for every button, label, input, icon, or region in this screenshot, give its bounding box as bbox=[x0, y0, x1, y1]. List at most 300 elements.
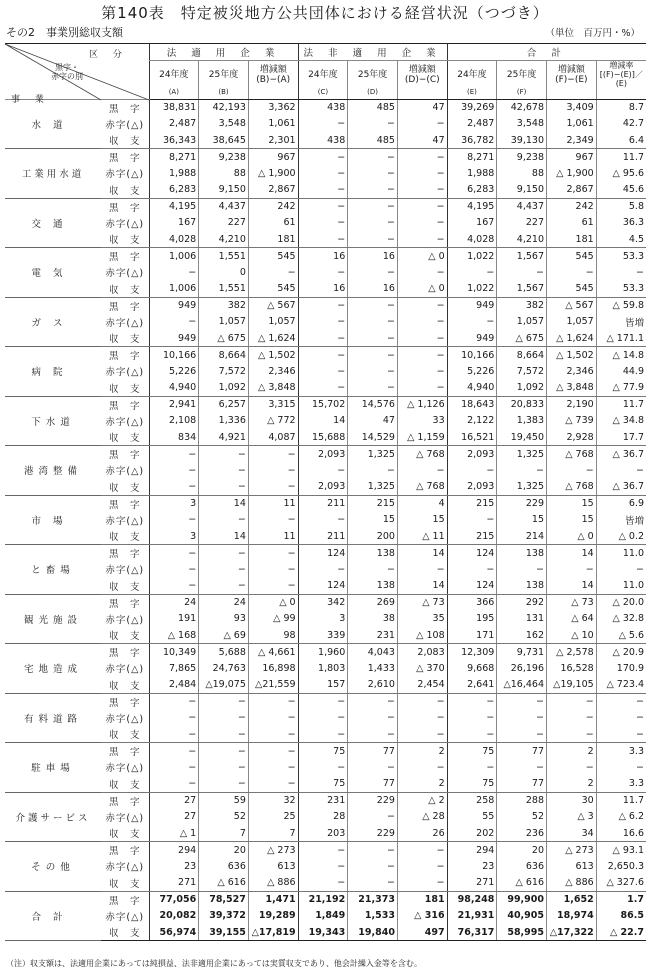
table-cell: − bbox=[199, 693, 249, 710]
table-cell: 1,433 bbox=[348, 660, 398, 677]
table-cell: 45.6 bbox=[596, 182, 646, 199]
table-cell: − bbox=[199, 446, 249, 463]
table-cell: − bbox=[397, 561, 447, 578]
row-type-label: 黒 字 bbox=[108, 252, 141, 263]
table-cell: 15 bbox=[497, 512, 547, 529]
table-row bbox=[5, 792, 646, 809]
table-cell: △ 4,661 bbox=[248, 644, 298, 661]
table-cell: 157 bbox=[298, 677, 348, 694]
table-cell: − bbox=[149, 693, 199, 710]
table-cell: △ 20.0 bbox=[596, 594, 646, 611]
table-cell: 2 bbox=[547, 776, 597, 793]
row-type-label: 黒 字 bbox=[108, 697, 141, 709]
table-cell: 545 bbox=[547, 281, 597, 298]
table-cell: − bbox=[397, 116, 447, 133]
table-cell: 0 bbox=[199, 264, 249, 281]
table-cell: 20,082 bbox=[149, 908, 199, 925]
table-row bbox=[5, 413, 646, 430]
table-cell: 1,988 bbox=[149, 165, 199, 182]
column-code bbox=[397, 88, 447, 99]
table-cell: 3,315 bbox=[248, 396, 298, 413]
table-cell: 485 bbox=[348, 132, 398, 149]
table-cell: 6.4 bbox=[596, 132, 646, 149]
table-cell: 3,409 bbox=[547, 99, 597, 116]
table-row bbox=[5, 842, 646, 859]
row-type-label: 黒 字 bbox=[108, 648, 141, 659]
table-cell: − bbox=[348, 231, 398, 248]
table-cell: △ 20.9 bbox=[596, 644, 646, 661]
table-cell: 231 bbox=[348, 627, 398, 644]
table-cell: 5,226 bbox=[149, 363, 199, 380]
table-cell: 2,346 bbox=[248, 363, 298, 380]
table-cell: − bbox=[149, 776, 199, 793]
table-cell: − bbox=[149, 561, 199, 578]
table-cell: 2,093 bbox=[298, 479, 348, 496]
table-cell: 11.0 bbox=[596, 578, 646, 595]
table-row bbox=[5, 660, 646, 677]
table-cell: 167 bbox=[447, 215, 497, 232]
table-cell: 485 bbox=[348, 99, 398, 116]
table-cell: 14,576 bbox=[348, 396, 398, 413]
table-cell: 1,383 bbox=[497, 413, 547, 430]
table-cell: 2,650.3 bbox=[596, 858, 646, 875]
table-cell: 58,995 bbox=[497, 924, 547, 941]
table-cell: △ 1,624 bbox=[248, 330, 298, 347]
table-cell: 4,043 bbox=[348, 644, 398, 661]
table-cell: 242 bbox=[248, 198, 298, 215]
table-cell: 124 bbox=[298, 578, 348, 595]
table-row bbox=[5, 380, 646, 397]
row-type-label: 赤字(△) bbox=[105, 317, 145, 329]
table-cell: 124 bbox=[447, 545, 497, 562]
row-type-label: 収 支 bbox=[101, 479, 149, 496]
table-cell: △ 28 bbox=[397, 809, 447, 826]
table-cell: 19,450 bbox=[497, 429, 547, 446]
table-cell: − bbox=[348, 314, 398, 331]
table-cell: − bbox=[348, 462, 398, 479]
table-cell: 2,928 bbox=[547, 429, 597, 446]
table-row bbox=[5, 759, 646, 776]
row-type-label: 黒 字 bbox=[108, 103, 141, 115]
table-cell: 78,527 bbox=[199, 891, 249, 908]
table-cell: 25 bbox=[248, 809, 298, 826]
table-cell: 339 bbox=[298, 627, 348, 644]
business-type-label: 水道 bbox=[5, 99, 101, 149]
table-cell: △ 772 bbox=[248, 413, 298, 430]
table-cell: 5,226 bbox=[447, 363, 497, 380]
table-cell: − bbox=[348, 363, 398, 380]
table-cell: 36,782 bbox=[447, 132, 497, 149]
table-cell: − bbox=[248, 512, 298, 529]
table-cell: 294 bbox=[447, 842, 497, 859]
table-cell: − bbox=[397, 693, 447, 710]
table-cell: 39,269 bbox=[447, 99, 497, 116]
business-type-label: 工業用水道 bbox=[5, 149, 101, 199]
table-cell: △ 77.9 bbox=[596, 380, 646, 397]
table-cell: 138 bbox=[348, 578, 398, 595]
table-cell: − bbox=[447, 462, 497, 479]
table-cell: 2,867 bbox=[248, 182, 298, 199]
table-cell: − bbox=[248, 776, 298, 793]
column-code: (F) bbox=[497, 88, 547, 99]
table-cell: 19,289 bbox=[248, 908, 298, 925]
table-cell: − bbox=[248, 446, 298, 463]
table-cell: 9,668 bbox=[447, 660, 497, 677]
column-code: (B) bbox=[199, 88, 249, 99]
table-cell: − bbox=[248, 693, 298, 710]
table-cell: 4,940 bbox=[149, 380, 199, 397]
table-cell: 1,061 bbox=[248, 116, 298, 133]
table-cell: 949 bbox=[447, 330, 497, 347]
table-cell: − bbox=[199, 759, 249, 776]
table-cell: 77,056 bbox=[149, 891, 199, 908]
table-cell: 1,092 bbox=[497, 380, 547, 397]
table-cell: − bbox=[497, 710, 547, 727]
table-cell: △ 768 bbox=[397, 446, 447, 463]
table-row bbox=[5, 462, 646, 479]
table-cell: △ 0 bbox=[547, 528, 597, 545]
table-cell: △ 14.8 bbox=[596, 347, 646, 364]
row-type-label: 黒 字 bbox=[108, 895, 141, 907]
table-cell: △ 1,624 bbox=[547, 330, 597, 347]
table-cell: 1,057 bbox=[497, 314, 547, 331]
table-cell: 35 bbox=[397, 611, 447, 628]
table-cell: 171 bbox=[447, 627, 497, 644]
row-type-label: 黒 字 bbox=[108, 846, 141, 857]
table-row bbox=[5, 677, 646, 694]
row-type-label: 赤字(△) bbox=[105, 664, 145, 676]
table-cell: △ 768 bbox=[397, 479, 447, 496]
table-cell: − bbox=[199, 545, 249, 562]
table-cell: 27 bbox=[149, 809, 199, 826]
table-cell: △ 2 bbox=[397, 792, 447, 809]
table-cell: 24 bbox=[199, 594, 249, 611]
table-cell: 86.5 bbox=[596, 908, 646, 925]
table-cell: − bbox=[149, 578, 199, 595]
table-cell: △ 273 bbox=[248, 842, 298, 859]
table-cell: 181 bbox=[397, 891, 447, 908]
table-cell: − bbox=[397, 330, 447, 347]
table-cell: 42,678 bbox=[497, 99, 547, 116]
table-cell: − bbox=[447, 759, 497, 776]
table-cell: △ 0 bbox=[248, 594, 298, 611]
table-cell: − bbox=[348, 116, 398, 133]
table-cell: 3.3 bbox=[596, 776, 646, 793]
table-cell: 242 bbox=[547, 198, 597, 215]
table-cell: − bbox=[149, 462, 199, 479]
table-cell: − bbox=[248, 578, 298, 595]
table-cell: − bbox=[348, 759, 398, 776]
table-cell: 2,083 bbox=[397, 644, 447, 661]
table-cell: 4,940 bbox=[447, 380, 497, 397]
table-cell: 4.5 bbox=[596, 231, 646, 248]
table-cell: △ 3,848 bbox=[547, 380, 597, 397]
column-header: 25年度 bbox=[348, 61, 398, 89]
table-cell: 211 bbox=[298, 495, 348, 512]
table-cell: 24,763 bbox=[199, 660, 249, 677]
table-cell: △ 73 bbox=[397, 594, 447, 611]
business-type-label: ガス bbox=[5, 297, 101, 347]
table-row bbox=[5, 875, 646, 892]
table-cell: 2,093 bbox=[447, 446, 497, 463]
table-cell: − bbox=[447, 710, 497, 727]
table-cell: − bbox=[298, 693, 348, 710]
table-cell: 167 bbox=[149, 215, 199, 232]
table-cell: 214 bbox=[497, 528, 547, 545]
table-cell: 1,551 bbox=[199, 248, 249, 265]
business-type-label: 駐車場 bbox=[5, 743, 101, 793]
table-cell: − bbox=[348, 710, 398, 727]
table-row bbox=[5, 231, 646, 248]
table-cell: − bbox=[298, 330, 348, 347]
table-cell: △ 171.1 bbox=[596, 330, 646, 347]
table-cell: 8,271 bbox=[149, 149, 199, 166]
table-cell: 949 bbox=[149, 330, 199, 347]
table-cell: 949 bbox=[149, 297, 199, 314]
table-cell: 5.8 bbox=[596, 198, 646, 215]
table-cell: △ 316 bbox=[397, 908, 447, 925]
table-row bbox=[5, 248, 646, 265]
table-cell: 138 bbox=[348, 545, 398, 562]
table-cell: 20,833 bbox=[497, 396, 547, 413]
table-cell: − bbox=[298, 264, 348, 281]
business-type-label: 合計 bbox=[5, 891, 101, 941]
column-code bbox=[596, 88, 646, 99]
table-cell: 32 bbox=[248, 792, 298, 809]
table-cell: 227 bbox=[497, 215, 547, 232]
table-cell: 181 bbox=[248, 231, 298, 248]
table-cell: 2,301 bbox=[248, 132, 298, 149]
row-type-label: 黒 字 bbox=[108, 153, 141, 164]
table-cell: − bbox=[397, 462, 447, 479]
column-header: 25年度 bbox=[199, 61, 249, 89]
table-cell: 16,898 bbox=[248, 660, 298, 677]
table-cell: 23 bbox=[447, 858, 497, 875]
table-cell: 16 bbox=[348, 248, 398, 265]
table-cell: 14,529 bbox=[348, 429, 398, 446]
table-row bbox=[5, 908, 646, 925]
table-cell: 1,022 bbox=[447, 281, 497, 298]
business-type-label: 下水道 bbox=[5, 396, 101, 446]
table-cell: 38 bbox=[348, 611, 398, 628]
table-cell: 14 bbox=[547, 545, 597, 562]
row-type-label: 赤字(△) bbox=[105, 911, 145, 923]
table-cell: − bbox=[447, 264, 497, 281]
table-cell: − bbox=[397, 363, 447, 380]
table-cell: 14 bbox=[199, 528, 249, 545]
row-type-label: 収 支 bbox=[101, 726, 149, 743]
table-cell: △ 108 bbox=[397, 627, 447, 644]
table-row bbox=[5, 314, 646, 331]
table-cell: − bbox=[547, 561, 597, 578]
table-cell: △ 1,126 bbox=[397, 396, 447, 413]
table-cell: 14 bbox=[397, 545, 447, 562]
table-cell: 4,028 bbox=[149, 231, 199, 248]
table-row bbox=[5, 809, 646, 826]
table-cell: 2,487 bbox=[447, 116, 497, 133]
table-cell: △ 616 bbox=[497, 875, 547, 892]
table-cell: 124 bbox=[447, 578, 497, 595]
table-cell: − bbox=[298, 363, 348, 380]
table-cell: − bbox=[298, 858, 348, 875]
table-cell: − bbox=[596, 693, 646, 710]
table-cell: − bbox=[348, 380, 398, 397]
table-cell: 202 bbox=[447, 825, 497, 842]
table-cell: 8,271 bbox=[447, 149, 497, 166]
table-cell: △ 34.8 bbox=[596, 413, 646, 430]
row-type-label: 収 支 bbox=[101, 875, 149, 892]
table-cell: 3.3 bbox=[596, 743, 646, 760]
table-cell: − bbox=[298, 314, 348, 331]
table-cell: 4,087 bbox=[248, 429, 298, 446]
table-cell: 75 bbox=[298, 743, 348, 760]
table-cell: − bbox=[199, 561, 249, 578]
table-cell: 1,325 bbox=[497, 479, 547, 496]
row-type-label: 黒 字 bbox=[108, 450, 141, 461]
table-cell: − bbox=[348, 858, 398, 875]
table-cell: − bbox=[298, 875, 348, 892]
column-header: 25年度 bbox=[497, 61, 547, 89]
business-type-label: 観光施設 bbox=[5, 594, 101, 644]
row-type-label: 収 支 bbox=[101, 330, 149, 347]
table-cell: 6,283 bbox=[447, 182, 497, 199]
table-cell: 2,484 bbox=[149, 677, 199, 694]
table-cell: △ 2,578 bbox=[547, 644, 597, 661]
table-cell: − bbox=[298, 561, 348, 578]
unit-label: （単位 百万円・%） bbox=[545, 28, 640, 39]
table-cell: 1,022 bbox=[447, 248, 497, 265]
table-cell: 613 bbox=[248, 858, 298, 875]
table-cell: 18,974 bbox=[547, 908, 597, 925]
table-cell: − bbox=[397, 858, 447, 875]
table-cell: 636 bbox=[199, 858, 249, 875]
table-cell: 131 bbox=[497, 611, 547, 628]
row-type-label: 収 支 bbox=[101, 132, 149, 149]
business-type-label: 交通 bbox=[5, 198, 101, 248]
table-cell: 77 bbox=[497, 743, 547, 760]
table-row bbox=[5, 594, 646, 611]
table-cell: 967 bbox=[547, 149, 597, 166]
column-header: 増減額 (F)−(E) bbox=[547, 61, 597, 89]
table-cell: 16,528 bbox=[547, 660, 597, 677]
table-cell: △ 739 bbox=[547, 413, 597, 430]
table-cell: 1,057 bbox=[199, 314, 249, 331]
row-type-label: 黒 字 bbox=[108, 202, 141, 214]
table-cell: △ 3 bbox=[547, 809, 597, 826]
table-cell: 16 bbox=[348, 281, 398, 298]
table-cell: − bbox=[199, 710, 249, 727]
table-cell: 30 bbox=[547, 792, 597, 809]
table-cell: 6,283 bbox=[149, 182, 199, 199]
table-cell: 15,702 bbox=[298, 396, 348, 413]
table-cell: − bbox=[547, 462, 597, 479]
table-cell: − bbox=[298, 215, 348, 232]
table-cell: − bbox=[298, 512, 348, 529]
table-cell: 36.3 bbox=[596, 215, 646, 232]
table-cell: − bbox=[497, 462, 547, 479]
table-cell: 170.9 bbox=[596, 660, 646, 677]
table-cell: − bbox=[298, 462, 348, 479]
table-cell: − bbox=[447, 314, 497, 331]
row-type-label: 収 支 bbox=[101, 281, 149, 298]
table-cell: 2 bbox=[397, 743, 447, 760]
table-cell: 9,238 bbox=[497, 149, 547, 166]
row-type-label: 黒 字 bbox=[108, 549, 141, 560]
table-cell: △ 36.7 bbox=[596, 479, 646, 496]
table-cell: − bbox=[199, 462, 249, 479]
table-cell: 11.7 bbox=[596, 149, 646, 166]
table-cell: − bbox=[547, 693, 597, 710]
table-cell: 342 bbox=[298, 594, 348, 611]
table-cell: − bbox=[596, 264, 646, 281]
table-cell: − bbox=[596, 710, 646, 727]
table-cell: 16.6 bbox=[596, 825, 646, 842]
business-type-label: その他 bbox=[5, 842, 101, 892]
table-cell: − bbox=[298, 182, 348, 199]
table-cell: 8,664 bbox=[199, 347, 249, 364]
table-cell: 2,093 bbox=[298, 446, 348, 463]
row-type-label: 収 支 bbox=[101, 182, 149, 199]
table-row bbox=[5, 116, 646, 133]
table-cell: − bbox=[348, 264, 398, 281]
table-cell: − bbox=[248, 710, 298, 727]
table-cell: − bbox=[248, 264, 298, 281]
table-cell: 271 bbox=[447, 875, 497, 892]
table-cell: − bbox=[547, 710, 597, 727]
table-cell: − bbox=[447, 726, 497, 743]
row-type-label: 赤字(△) bbox=[105, 713, 145, 725]
table-cell: 26 bbox=[397, 825, 447, 842]
table-cell: − bbox=[547, 726, 597, 743]
table-row bbox=[5, 495, 646, 512]
table-cell: − bbox=[298, 297, 348, 314]
table-cell: 1,006 bbox=[149, 248, 199, 265]
table-row bbox=[5, 693, 646, 710]
row-type-label: 黒 字 bbox=[108, 747, 141, 758]
table-cell: △ 886 bbox=[547, 875, 597, 892]
column-header: 24年度 bbox=[447, 61, 497, 89]
table-cell: − bbox=[348, 330, 398, 347]
table-cell: △21,559 bbox=[248, 677, 298, 694]
table-cell: 39,130 bbox=[497, 132, 547, 149]
table-cell: △19,075 bbox=[199, 677, 249, 694]
group-header-law-not-applied: 法 非 適 用 企 業 bbox=[298, 44, 447, 61]
table-cell: − bbox=[397, 726, 447, 743]
table-cell: 33 bbox=[397, 413, 447, 430]
table-row bbox=[5, 528, 646, 545]
table-cell: − bbox=[447, 561, 497, 578]
table-cell: 1,325 bbox=[497, 446, 547, 463]
table-row bbox=[5, 182, 646, 199]
table-cell: − bbox=[547, 264, 597, 281]
table-cell: − bbox=[149, 726, 199, 743]
table-cell: 34 bbox=[547, 825, 597, 842]
table-cell: △ 22.7 bbox=[596, 924, 646, 941]
table-cell: 138 bbox=[497, 545, 547, 562]
table-cell: 皆増 bbox=[596, 512, 646, 529]
table-cell: 271 bbox=[149, 875, 199, 892]
table-cell: △ 1,502 bbox=[248, 347, 298, 364]
table-cell: − bbox=[348, 165, 398, 182]
table-cell: 1,533 bbox=[348, 908, 398, 925]
table-cell: 834 bbox=[149, 429, 199, 446]
table-cell: − bbox=[199, 578, 249, 595]
table-cell: − bbox=[348, 809, 398, 826]
table-cell: △ 69 bbox=[199, 627, 249, 644]
table-cell: △ 10 bbox=[547, 627, 597, 644]
table-cell: 2,349 bbox=[547, 132, 597, 149]
table-cell: 2,122 bbox=[447, 413, 497, 430]
